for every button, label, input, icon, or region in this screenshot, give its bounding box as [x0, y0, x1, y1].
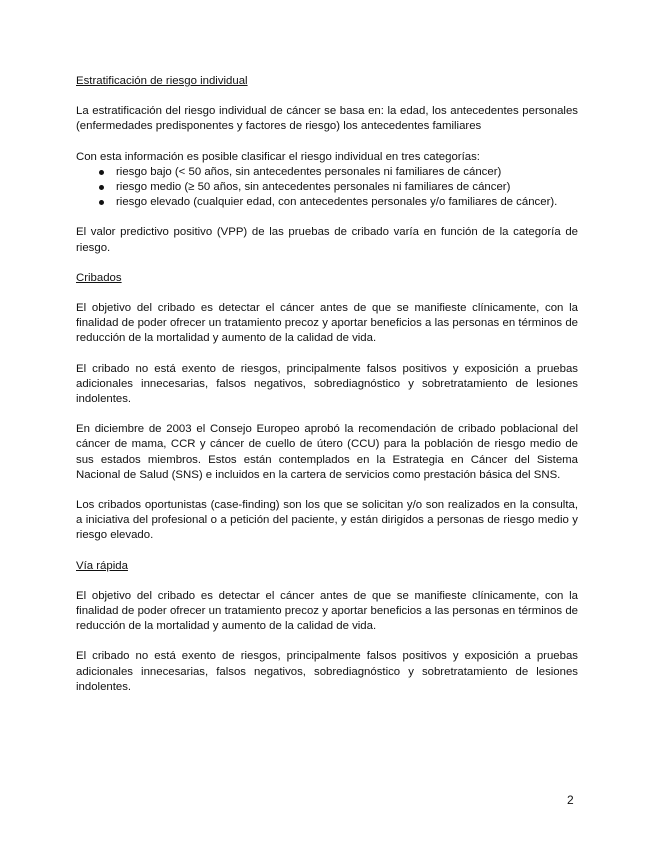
risk-heading: Estratificación de riesgo individual [76, 75, 248, 87]
risk-category-list [76, 165, 578, 211]
cribados-paragraph-1: El objetivo del cribado es detectar el cáncer antes de que se manifieste clínicamente, con la finalidad de poder ofrecer un tratamiento precoz y aportar beneficios a las personas en términos de reducción de la mortalidad y aumento de la calidad de vida. [76, 302, 578, 345]
cribados-heading: Cribados [76, 271, 122, 284]
page-number: 2 [567, 793, 574, 807]
list-item [116, 195, 578, 210]
cribados-paragraph-2: El cribado no está exento de riesgos, principalmente falsos positivos y exposición a pruebas adicionales innecesarias, falsos negativos, sobrediagnóstico y sobretratamiento de lesiones indolentes. [76, 362, 578, 406]
bullet-icon [99, 200, 104, 205]
list-item-text: riesgo elevado (cualquier edad, con antecedentes personales y/o familiares de cáncer). [116, 196, 558, 209]
document-page [76, 74, 578, 710]
risk-paragraph-1: La estratificación del riesgo individual de cáncer se basa en: la edad, los antecedentes personales (enfermedades predisponentes y factores de riesgo) los antecedentes familiares [76, 105, 578, 133]
cribados-paragraph-4: Los cribados oportunistas (case-finding) son los que se solicitan y/o son realizados en la consulta, a iniciativa del profesional o a petición del paciente, y están dirigidos a personas de riesgo medio y riesgo elevado. [76, 499, 578, 542]
bullet-icon [99, 185, 104, 190]
list-item [116, 165, 578, 180]
via-rapida-heading: Vía rápida [76, 559, 128, 572]
via-rapida-paragraph-2: El cribado no está exento de riesgos, principalmente falsos positivos y exposición a pruebas adicionales innecesarias, falsos negativos, sobrediagnóstico y sobretratamiento de lesiones indolentes. [76, 650, 578, 693]
risk-paragraph-3: El valor predictivo positivo (VPP) de las pruebas de cribado varía en función de la categoría de riesgo. [76, 226, 578, 254]
list-item-text: riesgo medio (≥ 50 años, sin antecedentes personales ni familiares de cáncer) [116, 181, 511, 194]
list-item [116, 180, 578, 195]
bullet-icon [99, 170, 104, 175]
risk-paragraph-2: Con esta información es posible clasificar el riesgo individual en tres categorías: [76, 150, 480, 163]
list-item-text: riesgo bajo (< 50 años, sin antecedentes personales ni familiares de cáncer) [116, 165, 502, 178]
via-rapida-paragraph-1: El objetivo del cribado es detectar el cáncer antes de que se manifieste clínicamente, con la finalidad de poder ofrecer un tratamiento precoz y aportar beneficios a las personas en términos de reducción de la mortalidad y aumento de la calidad de vida. [76, 589, 578, 633]
cribados-paragraph-3: En diciembre de 2003 el Consejo Europeo aprobó la recomendación de cribado poblacional del cáncer de mama, CCR y cáncer de cuello de útero (CCU) para la población de riesgo medio de sus estados miembros. Estos están contemplados en la Estrategia en Cáncer del Sistema Nacional de Salud (SNS) e incluidos en la cartera de servicios como prestación básica del SNS. [76, 423, 578, 481]
